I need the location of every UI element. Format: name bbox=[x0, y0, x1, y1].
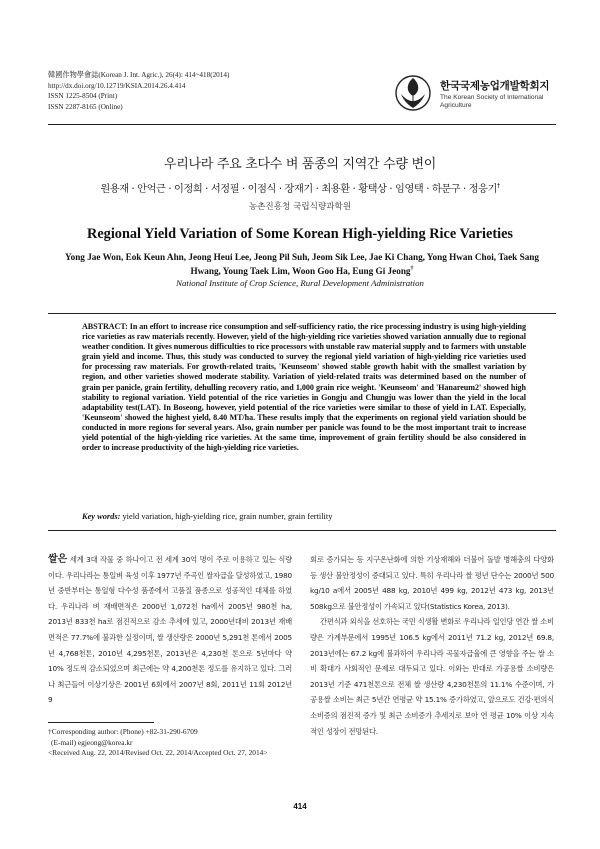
authors-english-list: Yong Jae Won, Eok Keun Ahn, Jeong Heui Lee, Jeong Pil Suh, Jeom Sik Lee, Jae Ki Chang, Yong Hwan Choi, Taek Sang Hwang, Young Taek Lim, Woon Goo Ha, Eung Gi Jeong bbox=[64, 252, 539, 276]
title-english: Regional Yield Variation of Some Korean High-yielding Rice Varieties bbox=[87, 226, 513, 242]
keywords-label: Key words: bbox=[82, 512, 121, 521]
body-lead-word: 쌀은 bbox=[48, 554, 67, 565]
abstract-text: In an effort to increase rice consumption and self-sufficiency ratio, the rice processing industry is using high-yielding rice varieties as raw materials recently. However, yield of the high-yielding rice varieties showed variation annually due to regional weather condition. It gives numerous difficulties to rice processors with unstable raw material supply and to farmers with unstable grain yield and income. Thus, this study was conducted to survey the regional yield variation of high-yielding rice varieties used for processing raw materials. For growth-related traits, 'Keunseom' showed stable growth habit with the smallest variation by region, and other varieties showed moderate stability. Variation of yield-related traits was determined based on the number of grain per panicle, grain fertility, dehulling recovery ratio, and 1,000 grain rice weight. 'Keunseom' and 'Hanareum2' showed high stability to regional variation. Yield potential of the rice varieties in Gongju and Chungju was lower than the yield in the local adaptability test(LAT). In Boseong, however, yield potential of the rice varieties were similar to those of yield in LAT. Especially, 'Keunseom' showed the highest yield, 8.40 MT/ha. These results imply that the experiments on regional yield variation should be conducted in more regions for several years. Also, grain number per panicle was found to be the most important trait to increase yield potential of the high-yielding rice varieties. At the same time, improvement of grain fertility should be also considered in order to increase productivity of the high-yielding rice varieties. bbox=[82, 322, 526, 453]
received-dates: <Received Aug. 22, 2014/Revised Oct. 22, 2014/Accepted Oct. 27, 2014> bbox=[48, 748, 268, 757]
corresponding-email: (E-mail) egjeong@korea.kr bbox=[51, 737, 133, 747]
title-korean: 우리나라 주요 초다수 벼 품종의 지역간 수량 변이 bbox=[164, 157, 436, 172]
keywords bbox=[82, 512, 526, 521]
abstract bbox=[82, 322, 526, 453]
header-divider bbox=[48, 124, 556, 125]
corresponding-mark-en: † bbox=[410, 265, 414, 272]
corresponding-author: †Corresponding author: (Phone) +82-31-290-6709 bbox=[48, 727, 198, 736]
authors-english bbox=[58, 252, 546, 278]
footnote-divider bbox=[48, 722, 154, 723]
affiliation-english: National Institute of Crop Science, Rural Development Administration bbox=[176, 278, 424, 288]
society-logo bbox=[394, 72, 564, 116]
authors-korean bbox=[0, 180, 600, 195]
body-paragraph bbox=[48, 552, 292, 708]
journal-header bbox=[48, 70, 229, 112]
body-paragraph-2: 간편식과 외식을 선호하는 국민 식생활 변화로 우리나라 일인당 연간 쌀 소비량은 가계부문에서 1995년 106.5 kg에서 2011년 71.2 kg, 2012년 69.8, 2013년에는 67.2 kg에 불과하여 우리나라 곡물자급율에 큰 영향을 주는 쌀 소비 확대가 사회적인 문제로 대두되고 있다. 이와는 반대로 가공용쌀 소비량은 2013년 기준 471천톤으로 전체 쌀 생산량 4,230천톤의 11.1% 수준이며, 가공용쌀 소비는 최근 5년간 연평균 약 15.1% 증가하였고, 앞으로도 건강·편의식 소비증의 점진적 증가 및 최근 소비증가 추세지로 보아 연 평균 10% 이상 지속적인 성장이 전망된다. bbox=[310, 617, 554, 736]
authors-korean-list: 원용재 · 안억근 · 이정희 · 서정필 · 이점식 · 장재기 · 최용환 · 황택상 · 임영택 · 하문구 · 정응기 bbox=[100, 184, 498, 195]
abstract-bottom-divider bbox=[48, 530, 556, 531]
doi-link[interactable]: http://dx.doi.org/10.12719/KSIA.2014.26.4.414 bbox=[48, 81, 186, 90]
issn-print: ISSN 1225-8504 (Print) bbox=[48, 92, 118, 100]
abstract-top-divider bbox=[48, 313, 556, 314]
page-number: 414 bbox=[293, 802, 307, 811]
body-paragraph-continued: 회로 증가되는 등 지구온난화에 의한 기상재해와 더불어 돌발 병해충의 다양화 등 생산 불안정성이 증대되고 있다. 특히 우리나라 쌀 평년 단수는 2000년 500 kg/10 a에서 2005년 488 kg, 2010년 499 kg, 2012년 473 kg, 2013년 508kg으로 불안정성이 가속되고 있다(Statistics Korea, 2013). bbox=[310, 555, 554, 611]
issn-online: ISSN 2287-8165 (Online) bbox=[48, 102, 123, 111]
keywords-text: yield variation, high-yielding rice, grain number, grain fertility bbox=[122, 512, 333, 521]
society-name-en: The Korean Society of International Agriculture bbox=[440, 94, 544, 109]
footnote bbox=[48, 727, 298, 759]
body-column-left bbox=[48, 552, 292, 714]
society-name-ko: 한국국제농업개발학회지 bbox=[440, 80, 550, 92]
journal-citation: 韓國作物學會誌(Korean J. Int. Agric.), 26(4): 414~418(2014) bbox=[48, 71, 230, 79]
abstract-label: ABSTRACT: bbox=[82, 322, 128, 331]
body-column-right bbox=[310, 552, 554, 762]
corresponding-mark: † bbox=[497, 182, 500, 190]
society-emblem-icon bbox=[394, 74, 432, 112]
body-left-text: 세계 3대 작물 중 하나이고 전 세계 30억 명이 주로 이용하고 있는 식량이다. 우리나라는 통일벼 육성 이후 1977년 주곡인 쌀자급을 달성하였고, 1980년 중반부터는 통일형 다수성 품종에서 고품질 품종으로 성공적인 대체를 하였다. 우리나라 벼 재배면적은 2000년 1,072천 ha에서 2005년 980천 ha, 2013년 833천 ha로 점진적으로 감소 추세에 있고, 2000년대비 2013년 재배면적은 77.7%에 불과한 실정이며, 쌀 생산량은 2000년 5,291천 톤에서 2005년 4,768천톤, 2010년 4,295천톤, 2013년은 4,230천 톤으로 5년마다 약 10% 정도씩 감소되었으며 최근에는 약 4,200천톤 정도를 유지하고 있다. 그러나 최근들어 이상기상은 2001년 6회에서 2007년 8회, 2011년 11회 2012년 9 bbox=[48, 555, 292, 705]
affiliation-korean: 농촌진흥청 국립식량과학원 bbox=[248, 202, 352, 212]
